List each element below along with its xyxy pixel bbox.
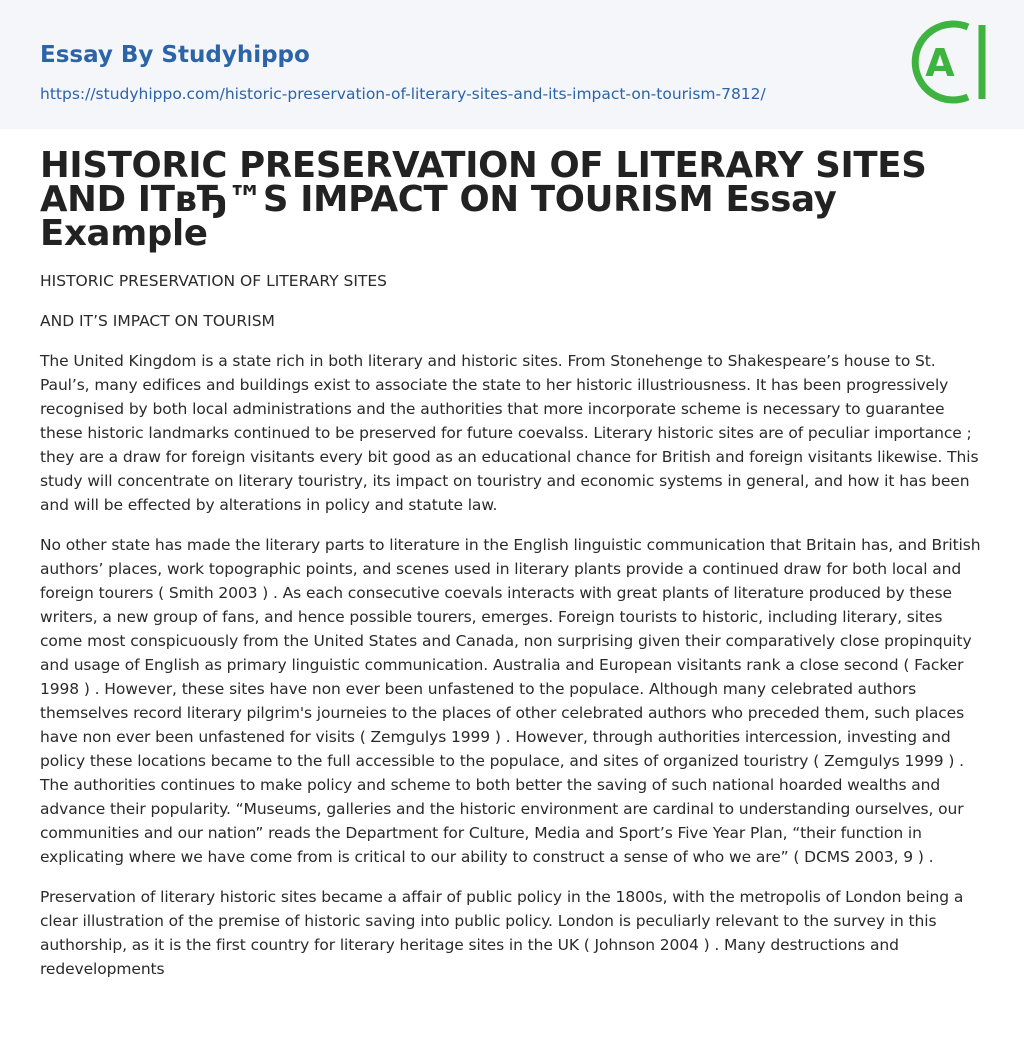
studyhippo-logo-icon[interactable] bbox=[906, 17, 992, 107]
site-name[interactable]: Essay By Studyhippo bbox=[40, 42, 310, 68]
logo-letter: A bbox=[925, 41, 955, 85]
article-body bbox=[0, 145, 1024, 981]
article-url-link[interactable]: https://studyhippo.com/historic-preservation-of-literary-sites-and-its-impact-on-tourism-7812/ bbox=[40, 85, 766, 103]
paragraph-1: The United Kingdom is a state rich in both literary and historic sites. From Stonehenge to Shakespeare’s house to St. Paul’s, many edifices and buildings exist to associate the state to her historic illustriousness. It has been progressively recognised by both local administrations and the authorities that more incorporate scheme is necessary to guarantee these historic landmarks continued to be preserved for future coevalss. Literary historic sites are of peculiar importance ; they are a draw for foreign visitants every bit good as an educational chance for British and foreign visitants likewise. This study will concentrate on literary touristry, its impact on touristry and economic systems in general, and how it has been and will be effected by alterations in policy and statute law. bbox=[40, 352, 979, 514]
page-title: HISTORIC PRESERVATION OF LITERARY SITES AND ITвЂ™S IMPACT ON TOURISM Essay Example bbox=[40, 145, 927, 254]
subheading-line-1: HISTORIC PRESERVATION OF LITERARY SITES bbox=[40, 272, 388, 290]
subheading-line-2: AND IT’S IMPACT ON TOURISM bbox=[40, 312, 275, 330]
site-header bbox=[0, 0, 1024, 129]
paragraph-2: No other state has made the literary parts to literature in the English linguistic communication that Britain has, and British authors’ places, work topographic points, and scenes used in literary plants provide a continued draw for both local and foreign tourers ( Smith 2003 ) . As each consecutive coevals interacts with great plants of literature produced by these writers, a new group of fans, and hence possible tourers, emerges. Foreign tourists to historic, including literary, sites come most conspicuously from the United States and Canada, non surprising given their comparatively close propinquity and usage of English as primary linguistic communication. Australia and European visitants rank a close second ( Facker 1998 ) . However, these sites have non ever been unfastened to the populace. Although many celebrated authors themselves record literary pilgrim's journeies to the places of other celebrated authors who preceded them, such places have non ever been unfastened for visits ( Zemgulys 1999 ) . However, through authorities intercession, investing and policy these locations became to the full accessible to the populace, and sites of organized touristry ( Zemgulys 1999 ) . The authorities continues to make policy and scheme to both better the saving of such national hoarded wealths and advance their popularity. “Museums, galleries and the historic environment are cardinal to understanding ourselves, our communities and our nation” reads the Department for Culture, Media and Sport’s Five Year Plan, “their function in explicating where we have come from is critical to our ability to construct a sense of who we are” ( DCMS 2003, 9 ) . bbox=[40, 536, 981, 866]
paragraph-3: Preservation of literary historic sites became a affair of public policy in the 1800s, with the metropolis of London being a clear illustration of the premise of historic saving into public policy. London is peculiarly relevant to the survey in this authorship, as it is the first country for literary heritage sites in the UK ( Johnson 2004 ) . Many destructions and redevelopments bbox=[40, 888, 964, 978]
